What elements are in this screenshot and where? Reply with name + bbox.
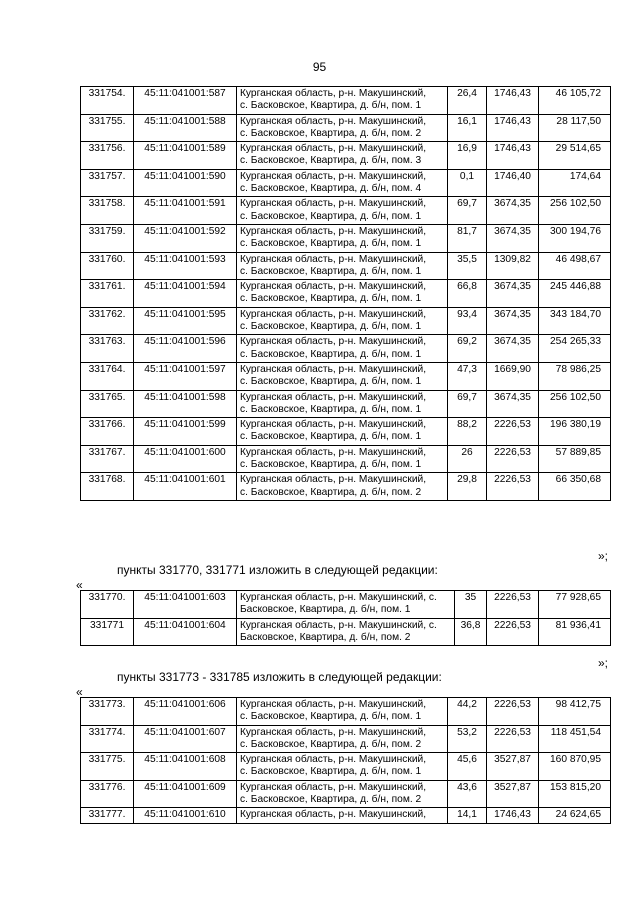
- row-number-cell: 331754.: [81, 87, 134, 115]
- register-table-1: [80, 86, 611, 501]
- address-line-1: Курганская область, р-н. Макушинский,: [240, 419, 427, 431]
- unit-price-cell: 1669,90: [487, 362, 539, 390]
- address-line-2: с. Басковское, Квартира, д. б/н, пом. 1: [240, 265, 422, 277]
- row-number-cell: 331773.: [81, 698, 134, 726]
- unit-price-cell: 1746,40: [487, 169, 539, 197]
- address-cell: [237, 142, 448, 170]
- address-line-1: Курганская область, р-н. Макушинский,: [240, 809, 427, 821]
- address-line-2: с. Басковское, Квартира, д. б/н, пом. 1: [240, 711, 422, 723]
- area-cell: 35,5: [448, 252, 487, 280]
- area-cell: 93,4: [448, 307, 487, 335]
- area-cell: 88,2: [448, 418, 487, 446]
- area-cell: 69,7: [448, 390, 487, 418]
- address-cell: [237, 335, 448, 363]
- table-row: [81, 808, 611, 823]
- cadastral-value-cell: 81 936,41: [539, 618, 611, 646]
- table-row: [81, 197, 611, 225]
- cadastral-number-cell: 45:11:041001:607: [134, 725, 237, 753]
- address-line-1: Курганская область, р-н. Макушинский,: [240, 143, 427, 155]
- cadastral-value-cell: 28 117,50: [539, 114, 611, 142]
- unit-price-cell: 1746,43: [487, 114, 539, 142]
- closing-quote: »;: [597, 549, 608, 563]
- address-line-2: с. Басковское, Квартира, д. б/н, пом. 1: [240, 100, 422, 112]
- area-cell: 81,7: [448, 224, 487, 252]
- unit-price-cell: 3674,35: [487, 280, 539, 308]
- cadastral-number-cell: 45:11:041001:588: [134, 114, 237, 142]
- address-line-1: Курганская область, р-н. Макушинский,: [240, 88, 427, 99]
- address-line-1: Курганская область, р-н. Макушинский,: [240, 754, 427, 766]
- cadastral-value-cell: 153 815,20: [539, 780, 611, 808]
- cadastral-number-cell: 45:11:041001:603: [134, 591, 237, 619]
- address-line-2: с. Басковское, Квартира, д. б/н, пом. 2: [240, 794, 422, 806]
- unit-price-cell: 3674,35: [487, 307, 539, 335]
- address-cell: [237, 473, 448, 501]
- cadastral-number-cell: 45:11:041001:595: [134, 307, 237, 335]
- cadastral-value-cell: 46 105,72: [539, 87, 611, 115]
- address-line-1: Курганская область, р-н. Макушинский,: [240, 391, 427, 403]
- area-cell: 36,8: [455, 618, 487, 646]
- cadastral-number-cell: 45:11:041001:590: [134, 169, 237, 197]
- unit-price-cell: 3674,35: [487, 390, 539, 418]
- address-line-2: с. Басковское, Квартира, д. б/н, пом. 1: [240, 459, 422, 471]
- row-number-cell: 331776.: [81, 780, 134, 808]
- address-line-2: с. Басковское, Квартира, д. б/н, пом. 1: [240, 376, 422, 388]
- cadastral-value-cell: 24 624,65: [539, 808, 611, 823]
- unit-price-cell: 3674,35: [487, 197, 539, 225]
- address-line-1: Курганская область, р-н. Макушинский,: [240, 474, 427, 486]
- area-cell: 43,6: [448, 780, 487, 808]
- row-number-cell: 331758.: [81, 197, 134, 225]
- unit-price-cell: 3674,35: [487, 335, 539, 363]
- table-row: [81, 591, 611, 619]
- cadastral-value-cell: 118 451,54: [539, 725, 611, 753]
- opening-quote: «: [76, 685, 83, 699]
- cadastral-number-cell: 45:11:041001:596: [134, 335, 237, 363]
- address-line-2: с. Басковское, Квартира, д. б/н, пом. 2: [240, 127, 422, 139]
- table-row: [81, 618, 611, 646]
- row-number-cell: 331766.: [81, 418, 134, 446]
- cadastral-value-cell: 77 928,65: [539, 591, 611, 619]
- row-number-cell: 331771: [81, 618, 134, 646]
- address-line-2: с. Басковское, Квартира, д. б/н, пом. 1: [240, 321, 422, 333]
- address-line-1: Курганская область, р-н. Макушинский,: [240, 446, 427, 458]
- address-cell: [237, 169, 448, 197]
- area-cell: 14,1: [448, 808, 487, 823]
- table-row: [81, 780, 611, 808]
- row-number-cell: 331763.: [81, 335, 134, 363]
- row-number-cell: 331757.: [81, 169, 134, 197]
- address-line-1: Курганская область, р-н. Макушинский,: [240, 198, 427, 210]
- table-row: [81, 87, 611, 115]
- cadastral-number-cell: 45:11:041001:601: [134, 473, 237, 501]
- row-number-cell: 331759.: [81, 224, 134, 252]
- table-row: [81, 362, 611, 390]
- address-line-2: Басковское, Квартира, д. б/н, пом. 1: [240, 604, 411, 616]
- row-number-cell: 331774.: [81, 725, 134, 753]
- area-cell: 29,8: [448, 473, 487, 501]
- address-cell: [237, 307, 448, 335]
- cadastral-number-cell: 45:11:041001:597: [134, 362, 237, 390]
- row-number-cell: 331765.: [81, 390, 134, 418]
- row-number-cell: 331762.: [81, 307, 134, 335]
- cadastral-value-cell: 254 265,33: [539, 335, 611, 363]
- cadastral-value-cell: 343 184,70: [539, 307, 611, 335]
- address-line-1: Курганская область, р-н. Макушинский,: [240, 115, 427, 127]
- unit-price-cell: 1746,43: [487, 808, 539, 823]
- address-cell: [237, 362, 448, 390]
- register-table-2: [80, 590, 611, 646]
- address-line-1: Курганская область, р-н. Макушинский,: [240, 308, 427, 320]
- cadastral-number-cell: 45:11:041001:591: [134, 197, 237, 225]
- address-line-1: Курганская область, р-н. Макушинский,: [240, 170, 427, 182]
- address-cell: [237, 591, 455, 619]
- address-cell: [237, 445, 448, 473]
- address-cell: [237, 418, 448, 446]
- cadastral-value-cell: 160 870,95: [539, 753, 611, 781]
- area-cell: 66,8: [448, 280, 487, 308]
- table-row: [81, 753, 611, 781]
- address-cell: [237, 780, 448, 808]
- address-line-1: Курганская область, р-н. Макушинский, с.: [240, 619, 437, 631]
- address-cell: [237, 808, 448, 823]
- address-cell: [237, 698, 448, 726]
- table-row: [81, 473, 611, 501]
- cadastral-value-cell: 256 102,50: [539, 197, 611, 225]
- cadastral-number-cell: 45:11:041001:593: [134, 252, 237, 280]
- row-number-cell: 331770.: [81, 591, 134, 619]
- cadastral-number-cell: 45:11:041001:599: [134, 418, 237, 446]
- table-row: [81, 698, 611, 726]
- address-cell: [237, 280, 448, 308]
- address-line-2: с. Басковское, Квартира, д. б/н, пом. 4: [240, 183, 422, 195]
- cadastral-number-cell: 45:11:041001:608: [134, 753, 237, 781]
- row-number-cell: 331767.: [81, 445, 134, 473]
- address-line-1: Курганская область, р-н. Макушинский,: [240, 336, 427, 348]
- table-row: [81, 280, 611, 308]
- row-number-cell: 331775.: [81, 753, 134, 781]
- address-line-2: с. Басковское, Квартира, д. б/н, пом. 3: [240, 155, 422, 167]
- amendment-instruction: пункты 331770, 331771 изложить в следующей редакции:: [117, 563, 438, 577]
- address-line-1: Курганская область, р-н. Макушинский,: [240, 253, 427, 265]
- cadastral-value-cell: 300 194,76: [539, 224, 611, 252]
- table-body: [81, 87, 611, 501]
- cadastral-number-cell: 45:11:041001:606: [134, 698, 237, 726]
- cadastral-value-cell: 29 514,65: [539, 142, 611, 170]
- unit-price-cell: 2226,53: [487, 725, 539, 753]
- closing-quote: »;: [597, 656, 608, 670]
- area-cell: 26: [448, 445, 487, 473]
- cadastral-number-cell: 45:11:041001:610: [134, 808, 237, 823]
- cadastral-value-cell: 98 412,75: [539, 698, 611, 726]
- table-body: [81, 698, 611, 824]
- address-cell: [237, 618, 455, 646]
- table-row: [81, 224, 611, 252]
- row-number-cell: 331764.: [81, 362, 134, 390]
- row-number-cell: 331768.: [81, 473, 134, 501]
- cadastral-number-cell: 45:11:041001:592: [134, 224, 237, 252]
- table-body: [81, 591, 611, 646]
- address-line-2: с. Басковское, Квартира, д. б/н, пом. 1: [240, 210, 422, 222]
- page-number: 95: [312, 60, 327, 74]
- area-cell: 69,7: [448, 197, 487, 225]
- area-cell: 26,4: [448, 87, 487, 115]
- area-cell: 44,2: [448, 698, 487, 726]
- address-line-2: с. Басковское, Квартира, д. б/н, пом. 2: [240, 486, 422, 498]
- table-row: [81, 307, 611, 335]
- unit-price-cell: 2226,53: [487, 698, 539, 726]
- address-line-1: Курганская область, р-н. Макушинский, с.: [240, 592, 437, 603]
- cadastral-value-cell: 174,64: [539, 169, 611, 197]
- unit-price-cell: 2226,53: [487, 445, 539, 473]
- address-line-2: с. Басковское, Квартира, д. б/н, пом. 1: [240, 238, 422, 250]
- address-line-1: Курганская область, р-н. Макушинский,: [240, 225, 427, 237]
- address-cell: [237, 725, 448, 753]
- cadastral-number-cell: 45:11:041001:594: [134, 280, 237, 308]
- address-cell: [237, 224, 448, 252]
- address-cell: [237, 87, 448, 115]
- address-line-2: с. Басковское, Квартира, д. б/н, пом. 1: [240, 293, 422, 305]
- unit-price-cell: 3527,87: [487, 780, 539, 808]
- table-row: [81, 418, 611, 446]
- cadastral-value-cell: 78 986,25: [539, 362, 611, 390]
- address-line-2: с. Басковское, Квартира, д. б/н, пом. 1: [240, 766, 422, 778]
- unit-price-cell: 2226,53: [487, 418, 539, 446]
- unit-price-cell: 1746,43: [487, 87, 539, 115]
- area-cell: 47,3: [448, 362, 487, 390]
- address-line-2: Басковское, Квартира, д. б/н, пом. 2: [240, 631, 411, 643]
- table-row: [81, 114, 611, 142]
- address-line-1: Курганская область, р-н. Макушинский,: [240, 363, 427, 375]
- row-number-cell: 331755.: [81, 114, 134, 142]
- row-number-cell: 331760.: [81, 252, 134, 280]
- row-number-cell: 331756.: [81, 142, 134, 170]
- cadastral-value-cell: 46 498,67: [539, 252, 611, 280]
- unit-price-cell: 2226,53: [487, 591, 539, 619]
- table-row: [81, 169, 611, 197]
- cadastral-number-cell: 45:11:041001:604: [134, 618, 237, 646]
- table-row: [81, 445, 611, 473]
- area-cell: 53,2: [448, 725, 487, 753]
- unit-price-cell: 3674,35: [487, 224, 539, 252]
- cadastral-value-cell: 256 102,50: [539, 390, 611, 418]
- cadastral-value-cell: 245 446,88: [539, 280, 611, 308]
- area-cell: 45,6: [448, 753, 487, 781]
- cadastral-value-cell: 66 350,68: [539, 473, 611, 501]
- unit-price-cell: 3527,87: [487, 753, 539, 781]
- unit-price-cell: 1309,82: [487, 252, 539, 280]
- area-cell: 69,2: [448, 335, 487, 363]
- address-line-1: Курганская область, р-н. Макушинский,: [240, 726, 427, 738]
- table-row: [81, 142, 611, 170]
- cadastral-number-cell: 45:11:041001:600: [134, 445, 237, 473]
- row-number-cell: 331761.: [81, 280, 134, 308]
- cadastral-value-cell: 57 889,85: [539, 445, 611, 473]
- address-cell: [237, 252, 448, 280]
- amendment-instruction: пункты 331773 - 331785 изложить в следующей редакции:: [117, 670, 442, 684]
- cadastral-number-cell: 45:11:041001:587: [134, 87, 237, 115]
- row-number-cell: 331777.: [81, 808, 134, 823]
- area-cell: 16,1: [448, 114, 487, 142]
- address-line-1: Курганская область, р-н. Макушинский,: [240, 281, 427, 293]
- unit-price-cell: 1746,43: [487, 142, 539, 170]
- address-cell: [237, 197, 448, 225]
- address-line-1: Курганская область, р-н. Макушинский,: [240, 699, 427, 710]
- address-line-2: с. Басковское, Квартира, д. б/н, пом. 1: [240, 348, 422, 360]
- opening-quote: «: [76, 578, 83, 592]
- address-cell: [237, 753, 448, 781]
- address-cell: [237, 114, 448, 142]
- cadastral-number-cell: 45:11:041001:609: [134, 780, 237, 808]
- register-table-3: [80, 697, 611, 824]
- area-cell: 35: [455, 591, 487, 619]
- cadastral-number-cell: 45:11:041001:598: [134, 390, 237, 418]
- address-line-1: Курганская область, р-н. Макушинский,: [240, 781, 427, 793]
- area-cell: 16,9: [448, 142, 487, 170]
- table-row: [81, 390, 611, 418]
- cadastral-number-cell: 45:11:041001:589: [134, 142, 237, 170]
- address-line-2: с. Басковское, Квартира, д. б/н, пом. 2: [240, 738, 422, 750]
- address-cell: [237, 390, 448, 418]
- unit-price-cell: 2226,53: [487, 473, 539, 501]
- address-line-2: с. Басковское, Квартира, д. б/н, пом. 1: [240, 431, 422, 443]
- cadastral-value-cell: 196 380,19: [539, 418, 611, 446]
- table-row: [81, 252, 611, 280]
- unit-price-cell: 2226,53: [487, 618, 539, 646]
- address-line-2: с. Басковское, Квартира, д. б/н, пом. 1: [240, 403, 422, 415]
- area-cell: 0,1: [448, 169, 487, 197]
- table-row: [81, 335, 611, 363]
- table-row: [81, 725, 611, 753]
